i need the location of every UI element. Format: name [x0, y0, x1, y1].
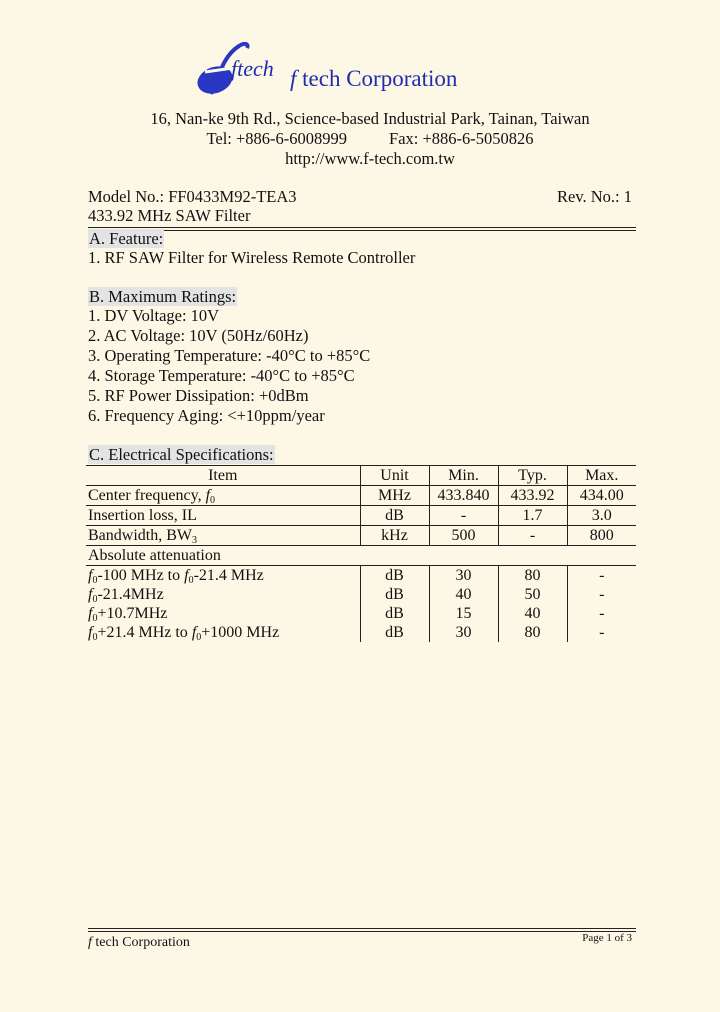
table-row [86, 604, 636, 623]
feature-item: 1. RF SAW Filter for Wireless Remote Controller [88, 248, 416, 267]
row-min: 15 [429, 604, 498, 623]
page-number: Page 1 of 3 [582, 932, 632, 944]
row-unit: kHz [360, 526, 429, 546]
contact-line [0, 129, 720, 149]
row-min: 500 [429, 526, 498, 546]
row-max: 800 [567, 526, 636, 546]
table-row [86, 585, 636, 604]
fax-number: Fax: +886-6-5050826 [389, 129, 534, 148]
group-label: Absolute attenuation [86, 546, 636, 566]
header-unit: Unit [360, 466, 429, 486]
header-divider [88, 227, 636, 228]
row-min: - [429, 506, 498, 526]
rating-item: 6. Frequency Aging: <+10ppm/year [88, 406, 325, 425]
row-typ: 50 [498, 585, 567, 604]
row-max: - [567, 604, 636, 623]
row-unit: dB [360, 623, 429, 642]
row-item: $f_0+21.4$ MHz to $f_0+1000$ MHz [88, 624, 280, 643]
row-item: $f_0-21.4MHz$ [88, 586, 164, 605]
row-item: Bandwidth, $BW_3$ [86, 526, 360, 546]
row-typ: 80 [498, 566, 567, 586]
row-min: 30 [429, 623, 498, 642]
website-link[interactable]: http://www.f-tech.com.tw [285, 149, 455, 168]
model-number: Model No.: FF0433M92-TEA3 [88, 187, 297, 206]
tel-number: Tel: +886-6-6008999 [206, 129, 348, 148]
row-max: - [567, 566, 636, 586]
table-row [86, 526, 636, 546]
table-group-row [86, 546, 636, 566]
row-item: Center frequency, $f_0$ [86, 486, 360, 506]
header-divider-2 [88, 230, 636, 231]
rating-item: 3. Operating Temperature: -40°C to +85°C [88, 346, 371, 365]
row-typ: 80 [498, 623, 567, 642]
row-unit: dB [360, 506, 429, 526]
ftech-logo [193, 42, 283, 96]
rating-item: 2. AC Voltage: 10V (50Hz/60Hz) [88, 326, 309, 345]
company-name: f tech Corporation [290, 66, 458, 91]
row-typ: 433.92 [498, 486, 567, 506]
header-typ: Typ. [498, 466, 567, 486]
row-item: $f_0-100$ MHz to $f_0-21.4$ MHz [88, 567, 264, 586]
table-header-row [86, 466, 636, 486]
row-unit: dB [360, 585, 429, 604]
row-unit: dB [360, 604, 429, 623]
row-unit: MHz [360, 486, 429, 506]
footer-divider [88, 928, 636, 929]
footer-divider-2 [88, 931, 636, 932]
company-address: 16, Nan-ke 9th Rd., Science-based Industrial Park, Tainan, Taiwan [150, 109, 590, 128]
section-electrical-title: C. Electrical Specifications: [89, 445, 274, 464]
section-ratings-title: B. Maximum Ratings: [89, 287, 237, 306]
table-row [86, 566, 636, 586]
row-typ: 40 [498, 604, 567, 623]
row-typ: 1.7 [498, 506, 567, 526]
rating-item: 1. DV Voltage: 10V [88, 306, 220, 325]
row-max: - [567, 623, 636, 642]
footer-company: f tech Corporation [88, 935, 190, 950]
row-max: 3.0 [567, 506, 636, 526]
electrical-spec-table [86, 465, 636, 642]
table-row [86, 623, 636, 642]
table-row [86, 486, 636, 506]
row-min: 433.840 [429, 486, 498, 506]
row-max: 434.00 [567, 486, 636, 506]
logo-text: ftech [231, 56, 274, 81]
rating-item: 4. Storage Temperature: -40°C to +85°C [88, 366, 355, 385]
product-title: 433.92 MHz SAW Filter [88, 206, 251, 225]
row-min: 30 [429, 566, 498, 586]
section-feature-title: A. Feature: [89, 229, 164, 248]
header-max: Max. [567, 466, 636, 486]
rating-item: 5. RF Power Dissipation: +0dBm [88, 386, 309, 405]
revision-number: Rev. No.: 1 [556, 187, 632, 206]
row-max: - [567, 585, 636, 604]
table-row [86, 506, 636, 526]
row-typ: - [498, 526, 567, 546]
row-item: $f_0+10.7MHz$ [88, 605, 168, 624]
row-unit: dB [360, 566, 429, 586]
row-item: Insertion loss, IL [86, 506, 360, 526]
row-min: 40 [429, 585, 498, 604]
header-min: Min. [429, 466, 498, 486]
header-item: Item [86, 466, 360, 486]
